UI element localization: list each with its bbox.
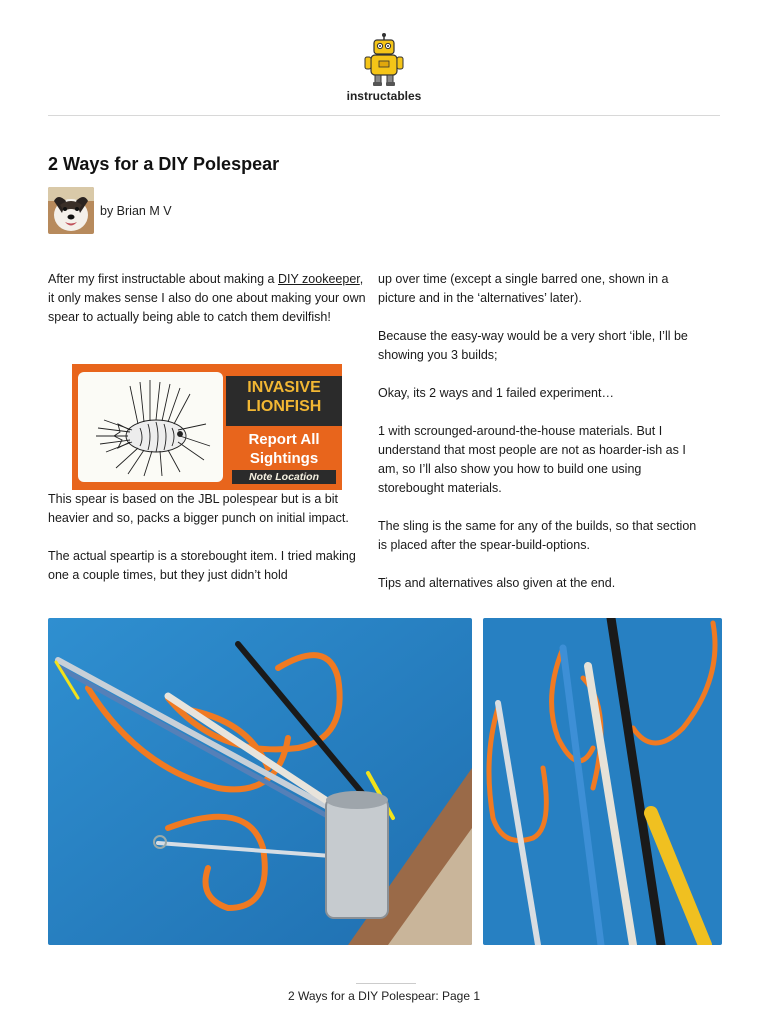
invasive-lionfish-banner — [72, 364, 342, 490]
footer-divider — [356, 983, 416, 984]
author-avatar[interactable] — [48, 187, 94, 234]
instructables-robot-logo[interactable] — [362, 33, 406, 87]
banner-note-location: Note Location — [232, 470, 336, 484]
paragraph-jbl: This spear is based on the JBL polespear but is a bit heavier and so, packs a bigger punch on initial impact. — [48, 492, 349, 525]
body-left-column-top — [48, 270, 366, 346]
paragraph-speartip: The actual speartip is a storebought item. I tried making one a couple times, but they just didn’t hold — [48, 549, 356, 582]
banner-line-report: Report All — [248, 431, 320, 448]
body-right-column — [378, 270, 708, 612]
paragraph-materials: 1 with scrounged-around-the-house materials. But I understand that most people are not as hoarder-ish as I am, so I’ll also show you how to build one using storebought materials. — [378, 424, 686, 495]
header-divider — [48, 115, 720, 116]
paragraph-builds: Because the easy-way would be a very short ‘ible, I’ll be showing you 3 builds; — [378, 329, 688, 362]
spear-tips-photo-illustration — [483, 618, 722, 945]
banner-line-sightings: Sightings — [249, 450, 319, 467]
banner-text-panel — [226, 372, 342, 482]
author-byline[interactable]: by Brian M V — [100, 204, 172, 218]
banner-line-invasive: INVASIVE — [247, 379, 321, 396]
intro-text-end: , it only makes sense I also do one about making your own spear to actually being able to catch them devilfish! — [48, 272, 366, 324]
body-left-column-bottom — [48, 490, 366, 604]
article-title: 2 Ways for a DIY Polespear — [48, 154, 280, 174]
banner-line-lionfish: LIONFISH — [246, 398, 322, 415]
intro-text-start: After my first instructable about making a — [48, 272, 278, 286]
brand-name[interactable]: instructables — [346, 89, 422, 103]
paragraph-ways: Okay, its 2 ways and 1 failed experiment… — [378, 386, 614, 400]
page-footer: 2 Ways for a DIY Polespear: Page 1 — [287, 989, 481, 1003]
paragraph-sling: The sling is the same for any of the builds, so that section is placed after the spear-build-options. — [378, 519, 697, 552]
photo-spear-tips[interactable] — [483, 618, 722, 945]
diy-zookeeper-link[interactable]: DIY zookeeper — [277, 272, 360, 286]
lionfish-illustration-panel — [78, 372, 223, 482]
lionfish-illustration — [78, 372, 223, 482]
paragraph-tips: Tips and alternatives also given at the end. — [378, 576, 616, 590]
spears-photo-illustration — [48, 618, 472, 945]
intro-paragraph — [48, 270, 366, 327]
paragraph-continued: up over time (except a single barred one, shown in a picture and in the ‘alternatives’ later). — [378, 272, 669, 305]
photo-spears-in-pipe[interactable] — [48, 618, 472, 945]
